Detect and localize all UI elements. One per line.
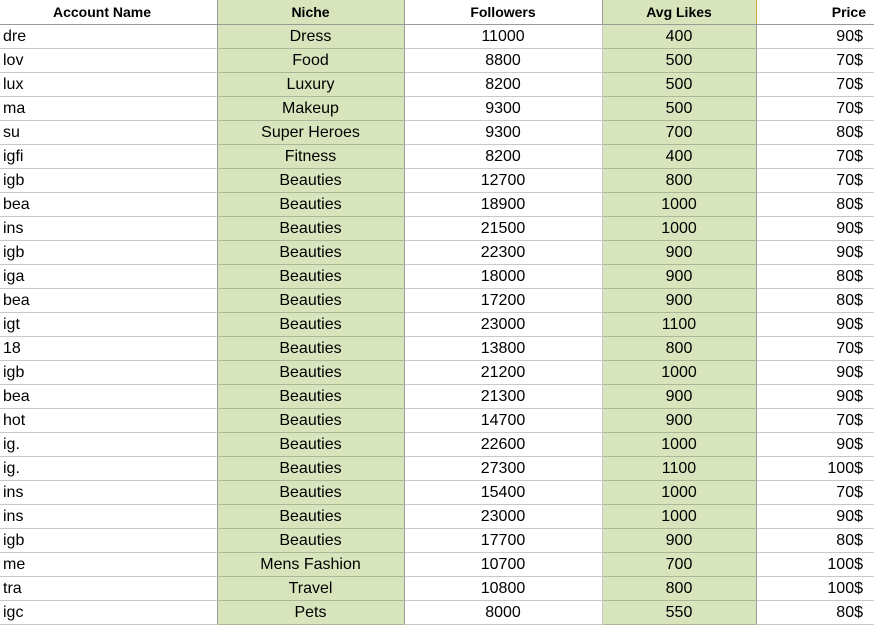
- avg-likes-cell[interactable]: 500: [602, 97, 756, 121]
- followers-cell[interactable]: 18900: [404, 193, 602, 217]
- followers-cell[interactable]: 8200: [404, 145, 602, 169]
- niche-cell[interactable]: Beauties: [217, 457, 404, 481]
- account-name-cell[interactable]: igb: [0, 241, 217, 265]
- followers-cell[interactable]: 21500: [404, 217, 602, 241]
- price-cell[interactable]: 100$: [756, 577, 874, 601]
- table-row: [0, 73, 874, 97]
- followers-cell[interactable]: 23000: [404, 313, 602, 337]
- avg-likes-cell[interactable]: 900: [602, 265, 756, 289]
- price-cell[interactable]: 80$: [756, 289, 874, 313]
- niche-cell[interactable]: Travel: [217, 577, 404, 601]
- followers-cell[interactable]: 22300: [404, 241, 602, 265]
- avg-likes-cell[interactable]: 1000: [602, 193, 756, 217]
- avg-likes-cell[interactable]: 900: [602, 529, 756, 553]
- followers-cell[interactable]: 9300: [404, 121, 602, 145]
- niche-cell[interactable]: Beauties: [217, 433, 404, 457]
- table-row: [0, 313, 874, 337]
- followers-cell[interactable]: 8000: [404, 601, 602, 625]
- niche-cell[interactable]: Beauties: [217, 289, 404, 313]
- account-name-cell[interactable]: ig.: [0, 457, 217, 481]
- price-cell[interactable]: 90$: [756, 241, 874, 265]
- account-name-cell[interactable]: tra: [0, 577, 217, 601]
- avg-likes-cell[interactable]: 550: [602, 601, 756, 625]
- avg-likes-cell[interactable]: 900: [602, 385, 756, 409]
- account-name-cell[interactable]: bea: [0, 289, 217, 313]
- followers-cell[interactable]: 21200: [404, 361, 602, 385]
- account-name-cell[interactable]: hot: [0, 409, 217, 433]
- table-row: [0, 361, 874, 385]
- avg-likes-cell[interactable]: 1000: [602, 505, 756, 529]
- table-row: [0, 121, 874, 145]
- table-row: [0, 457, 874, 481]
- header-followers[interactable]: Followers: [404, 0, 602, 25]
- table-body: [0, 25, 874, 625]
- account-name-cell[interactable]: igt: [0, 313, 217, 337]
- account-name-cell[interactable]: igb: [0, 169, 217, 193]
- table-row: [0, 433, 874, 457]
- followers-cell[interactable]: 13800: [404, 337, 602, 361]
- table-row: [0, 193, 874, 217]
- niche-cell[interactable]: Beauties: [217, 169, 404, 193]
- price-cell[interactable]: 70$: [756, 97, 874, 121]
- avg-likes-cell[interactable]: 500: [602, 73, 756, 97]
- table-row: [0, 337, 874, 361]
- account-name-cell[interactable]: igb: [0, 529, 217, 553]
- price-cell[interactable]: 90$: [756, 361, 874, 385]
- avg-likes-cell[interactable]: 400: [602, 25, 756, 49]
- price-cell[interactable]: 70$: [756, 145, 874, 169]
- table-row: [0, 265, 874, 289]
- account-name-cell[interactable]: igfi: [0, 145, 217, 169]
- table-row: [0, 529, 874, 553]
- price-cell[interactable]: 70$: [756, 49, 874, 73]
- account-name-cell[interactable]: igb: [0, 361, 217, 385]
- avg-likes-cell[interactable]: 900: [602, 409, 756, 433]
- avg-likes-cell[interactable]: 1000: [602, 361, 756, 385]
- price-cell[interactable]: 90$: [756, 25, 874, 49]
- account-name-cell[interactable]: iga: [0, 265, 217, 289]
- followers-cell[interactable]: 18000: [404, 265, 602, 289]
- table-row: [0, 97, 874, 121]
- niche-cell[interactable]: Beauties: [217, 241, 404, 265]
- followers-cell[interactable]: 8200: [404, 73, 602, 97]
- niche-cell[interactable]: Dress: [217, 25, 404, 49]
- avg-likes-cell[interactable]: 1000: [602, 433, 756, 457]
- account-name-cell[interactable]: me: [0, 553, 217, 577]
- header-avg-likes[interactable]: Avg Likes: [602, 0, 756, 25]
- avg-likes-cell[interactable]: 900: [602, 289, 756, 313]
- table-row: [0, 577, 874, 601]
- niche-cell[interactable]: Beauties: [217, 217, 404, 241]
- price-cell[interactable]: 80$: [756, 265, 874, 289]
- price-cell[interactable]: 100$: [756, 457, 874, 481]
- table-row: [0, 25, 874, 49]
- table-row: [0, 505, 874, 529]
- followers-cell[interactable]: 27300: [404, 457, 602, 481]
- table-row: [0, 385, 874, 409]
- account-name-cell[interactable]: ma: [0, 97, 217, 121]
- avg-likes-cell[interactable]: 1000: [602, 217, 756, 241]
- account-name-cell[interactable]: ins: [0, 505, 217, 529]
- followers-cell[interactable]: 17200: [404, 289, 602, 313]
- niche-cell[interactable]: Beauties: [217, 409, 404, 433]
- niche-cell[interactable]: Beauties: [217, 505, 404, 529]
- price-cell[interactable]: 90$: [756, 385, 874, 409]
- niche-cell[interactable]: Beauties: [217, 313, 404, 337]
- niche-cell[interactable]: Beauties: [217, 481, 404, 505]
- header-niche[interactable]: Niche: [217, 0, 404, 25]
- avg-likes-cell[interactable]: 1100: [602, 457, 756, 481]
- avg-likes-cell[interactable]: 700: [602, 121, 756, 145]
- avg-likes-cell[interactable]: 1000: [602, 481, 756, 505]
- account-name-cell[interactable]: su: [0, 121, 217, 145]
- followers-cell[interactable]: 22600: [404, 433, 602, 457]
- niche-cell[interactable]: Pets: [217, 601, 404, 625]
- price-cell[interactable]: 80$: [756, 193, 874, 217]
- price-cell[interactable]: 70$: [756, 409, 874, 433]
- followers-cell[interactable]: 10800: [404, 577, 602, 601]
- price-cell[interactable]: 70$: [756, 337, 874, 361]
- price-cell[interactable]: 90$: [756, 433, 874, 457]
- header-row: [0, 0, 874, 25]
- followers-cell[interactable]: 14700: [404, 409, 602, 433]
- table-row: [0, 601, 874, 625]
- niche-cell[interactable]: Mens Fashion: [217, 553, 404, 577]
- account-name-cell[interactable]: lux: [0, 73, 217, 97]
- followers-cell[interactable]: 15400: [404, 481, 602, 505]
- followers-cell[interactable]: 11000: [404, 25, 602, 49]
- niche-cell[interactable]: Fitness: [217, 145, 404, 169]
- account-name-cell[interactable]: ins: [0, 217, 217, 241]
- followers-cell[interactable]: 23000: [404, 505, 602, 529]
- niche-cell[interactable]: Beauties: [217, 529, 404, 553]
- price-cell[interactable]: 100$: [756, 553, 874, 577]
- table-row: [0, 481, 874, 505]
- followers-cell[interactable]: 9300: [404, 97, 602, 121]
- followers-cell[interactable]: 12700: [404, 169, 602, 193]
- avg-likes-cell[interactable]: 400: [602, 145, 756, 169]
- table-row: [0, 49, 874, 73]
- followers-cell[interactable]: 8800: [404, 49, 602, 73]
- account-name-cell[interactable]: bea: [0, 193, 217, 217]
- account-name-cell[interactable]: dre: [0, 25, 217, 49]
- table-row: [0, 289, 874, 313]
- table-row: [0, 553, 874, 577]
- avg-likes-cell[interactable]: 800: [602, 169, 756, 193]
- niche-cell[interactable]: Super Heroes: [217, 121, 404, 145]
- avg-likes-cell[interactable]: 800: [602, 577, 756, 601]
- niche-cell[interactable]: Makeup: [217, 97, 404, 121]
- price-cell[interactable]: 90$: [756, 217, 874, 241]
- header-price[interactable]: Price: [756, 0, 874, 25]
- niche-cell[interactable]: Beauties: [217, 193, 404, 217]
- account-name-cell[interactable]: lov: [0, 49, 217, 73]
- avg-likes-cell[interactable]: 800: [602, 337, 756, 361]
- price-cell[interactable]: 70$: [756, 169, 874, 193]
- followers-cell[interactable]: 21300: [404, 385, 602, 409]
- table-row: [0, 217, 874, 241]
- account-name-cell[interactable]: ig.: [0, 433, 217, 457]
- table-row: [0, 145, 874, 169]
- price-cell[interactable]: 70$: [756, 73, 874, 97]
- niche-cell[interactable]: Food: [217, 49, 404, 73]
- niche-cell[interactable]: Beauties: [217, 385, 404, 409]
- table-row: [0, 241, 874, 265]
- header-account-name[interactable]: Account Name: [0, 0, 217, 25]
- account-name-cell[interactable]: 18: [0, 337, 217, 361]
- account-name-cell[interactable]: igc: [0, 601, 217, 625]
- table-row: [0, 169, 874, 193]
- followers-cell[interactable]: 17700: [404, 529, 602, 553]
- niche-cell[interactable]: Luxury: [217, 73, 404, 97]
- price-cell[interactable]: 80$: [756, 601, 874, 625]
- table-row: [0, 409, 874, 433]
- niche-cell[interactable]: Beauties: [217, 265, 404, 289]
- avg-likes-cell[interactable]: 1100: [602, 313, 756, 337]
- followers-cell[interactable]: 10700: [404, 553, 602, 577]
- price-cell[interactable]: 70$: [756, 481, 874, 505]
- avg-likes-cell[interactable]: 700: [602, 553, 756, 577]
- price-cell[interactable]: 80$: [756, 121, 874, 145]
- account-name-cell[interactable]: ins: [0, 481, 217, 505]
- avg-likes-cell[interactable]: 500: [602, 49, 756, 73]
- price-cell[interactable]: 80$: [756, 529, 874, 553]
- price-cell[interactable]: 90$: [756, 313, 874, 337]
- account-name-cell[interactable]: bea: [0, 385, 217, 409]
- price-cell[interactable]: 90$: [756, 505, 874, 529]
- niche-cell[interactable]: Beauties: [217, 337, 404, 361]
- avg-likes-cell[interactable]: 900: [602, 241, 756, 265]
- niche-cell[interactable]: Beauties: [217, 361, 404, 385]
